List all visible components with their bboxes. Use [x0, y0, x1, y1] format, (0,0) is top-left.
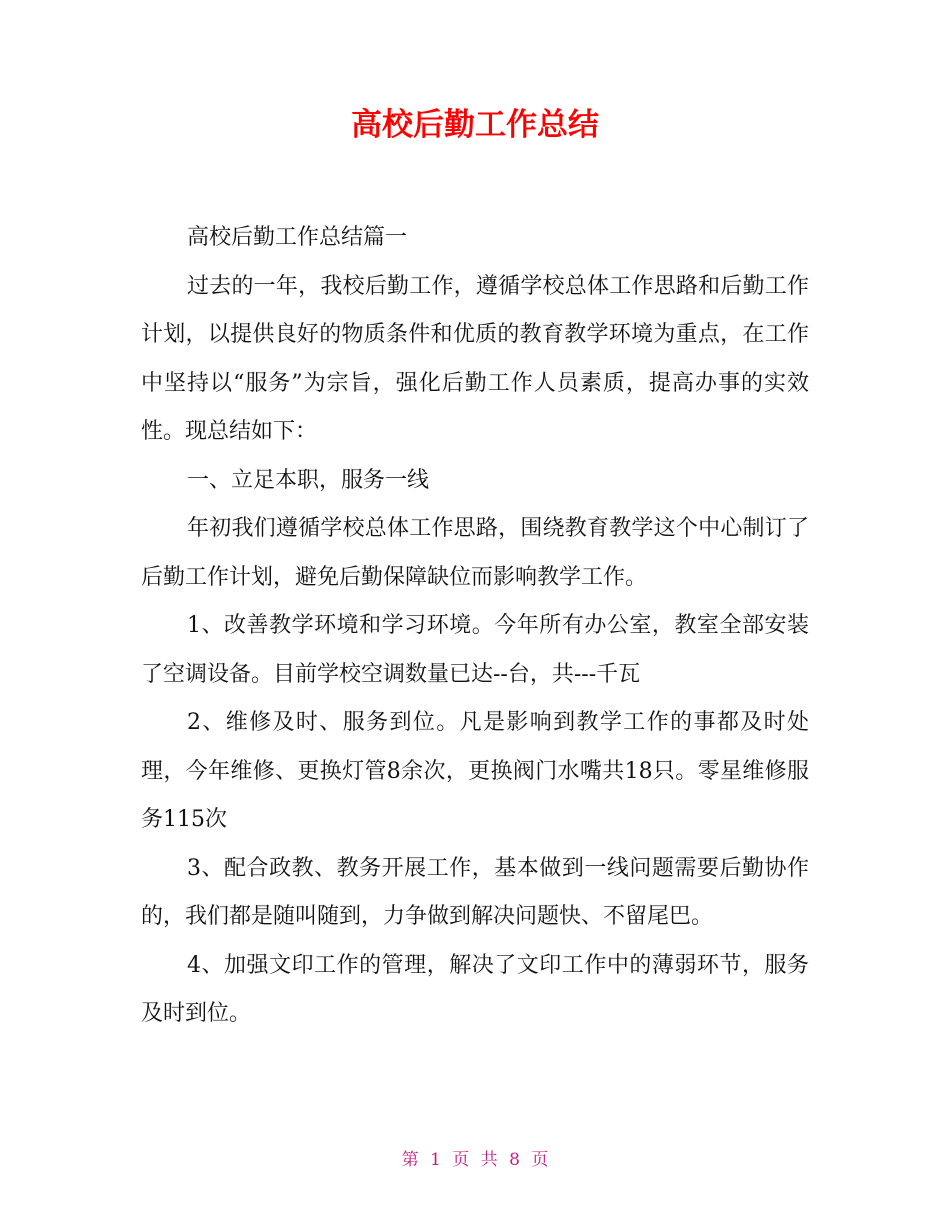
- list-item: 2、维修及时、服务到位。凡是影响到教学工作的事都及时处理，今年维修、更换灯管8余次，更换阀门水嘴共18只。零星维修服务115次: [141, 710, 809, 832]
- paragraph: 年初我们遵循学校总体工作思路，围绕教育教学这个中心制订了后勤工作计划，避免后勤保障缺位而影响教学工作。: [141, 516, 809, 590]
- document-body: [141, 214, 809, 1039]
- list-item: 3、配合政教、教务开展工作，基本做到一线问题需要后勤协作的，我们都是随叫随到，力争做到解决问题快、不留尾巴。: [141, 855, 809, 929]
- page-number-footer: 第 1 页 共 8 页: [401, 1150, 549, 1170]
- document-title: 高校后勤工作总结: [351, 107, 599, 143]
- list-item: 4、加强文印工作的管理，解决了文印工作中的薄弱环节，服务及时到位。: [141, 952, 809, 1026]
- subsection-heading: 一、立足本职，服务一线: [187, 467, 430, 493]
- paragraph: 过去的一年，我校后勤工作，遵循学校总体工作思路和后勤工作计划，以提供良好的物质条件和优质的教育教学环境为重点，在工作中坚持以“服务”为宗旨，强化后勤工作人员素质，提高办事的实效性。现总结如下：: [141, 273, 809, 444]
- section-heading: 高校后勤工作总结篇一: [187, 225, 408, 250]
- list-item: 1、改善教学环境和学习环境。今年所有办公室，教室全部安装了空调设备。目前学校空调数量已达--台，共---千瓦: [141, 613, 809, 687]
